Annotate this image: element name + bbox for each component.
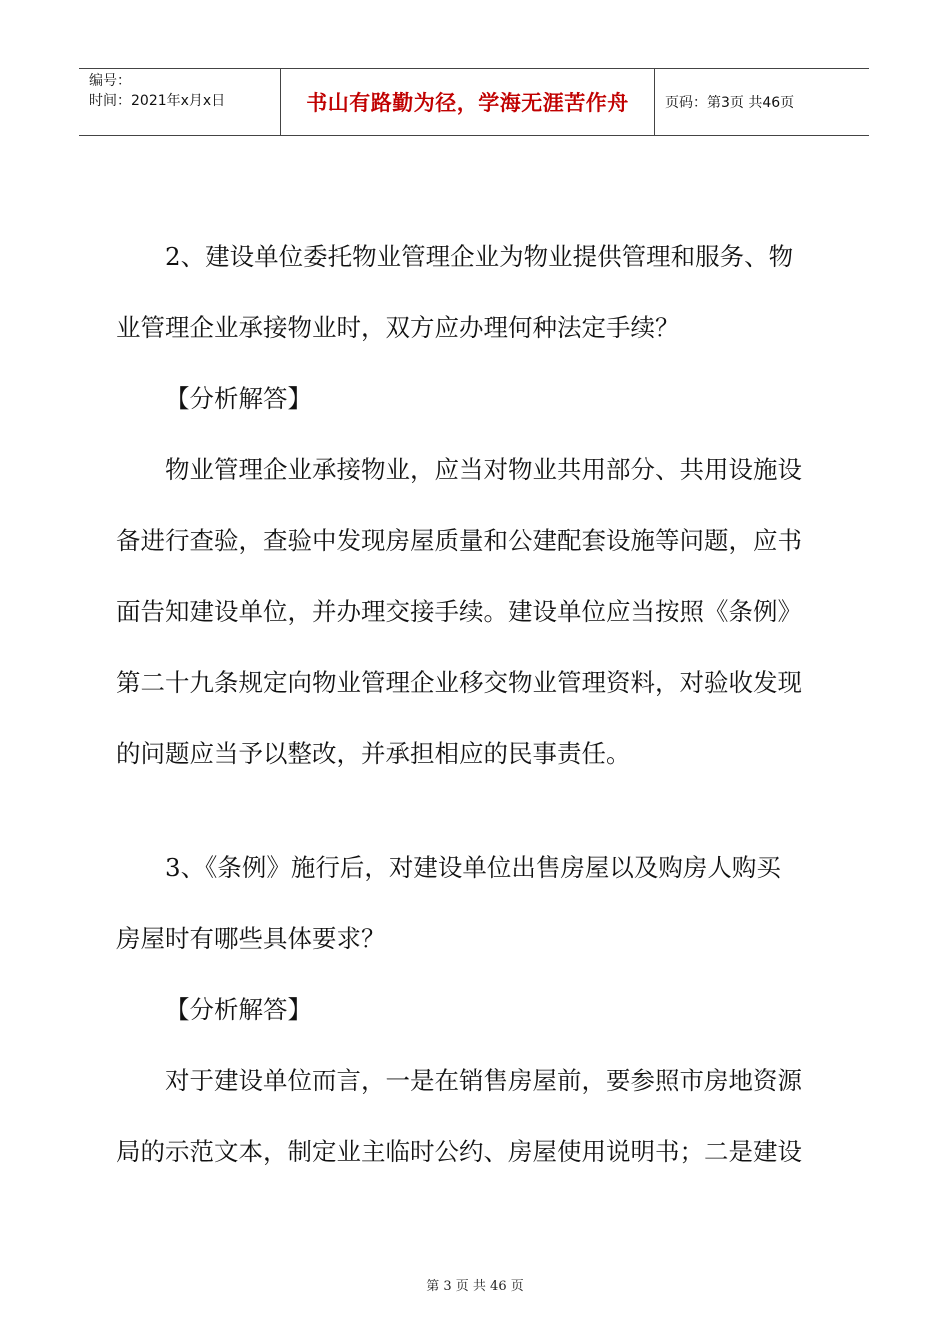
page-footer: 第 3 页 共 46 页	[426, 1279, 524, 1294]
answer-2-line-3: 面告知建设单位，并办理交接手续。建设单位应当按照《条例》	[116, 597, 802, 626]
page-header	[79, 68, 869, 136]
header-left-cell	[79, 69, 281, 135]
answer-2-line-4: 第二十九条规定向物业管理企业移交物业管理资料，对验收发现	[116, 668, 802, 697]
answer-2-line-5: 的问题应当予以整改，并承担相应的民事责任。	[116, 739, 631, 768]
number-label: 编号：	[89, 73, 131, 89]
question-2-line-1: 2、建设单位委托物业管理企业为物业提供管理和服务、物	[165, 242, 794, 271]
answer-2-heading: 【分析解答】	[165, 384, 312, 413]
answer-3-line-2: 局的示范文本，制定业主临时公约、房屋使用说明书；二是建设	[116, 1137, 802, 1166]
answer-3-line-1: 对于建设单位而言，一是在销售房屋前，要参照市房地资源	[165, 1066, 802, 1095]
header-motto: 书山有路勤为径，学海无涯苦作舟	[281, 69, 655, 135]
question-3-line-1: 3、《条例》施行后，对建设单位出售房屋以及购房人购买	[165, 853, 781, 882]
time-label: 时间：2021年x月x日	[89, 93, 226, 109]
answer-2-line-2: 备进行查验，查验中发现房屋质量和公建配套设施等问题，应书	[116, 526, 802, 555]
answer-3-heading: 【分析解答】	[165, 995, 312, 1024]
question-2-line-2: 业管理企业承接物业时，双方应办理何种法定手续？	[116, 313, 680, 342]
document-body	[116, 221, 836, 1187]
header-page-info: 页码：第3页 共46页	[665, 95, 795, 111]
answer-2-line-1: 物业管理企业承接物业，应当对物业共用部分、共用设施设	[165, 455, 802, 484]
paragraph-gap	[116, 789, 836, 832]
question-3-line-2: 房屋时有哪些具体要求？	[116, 924, 386, 953]
